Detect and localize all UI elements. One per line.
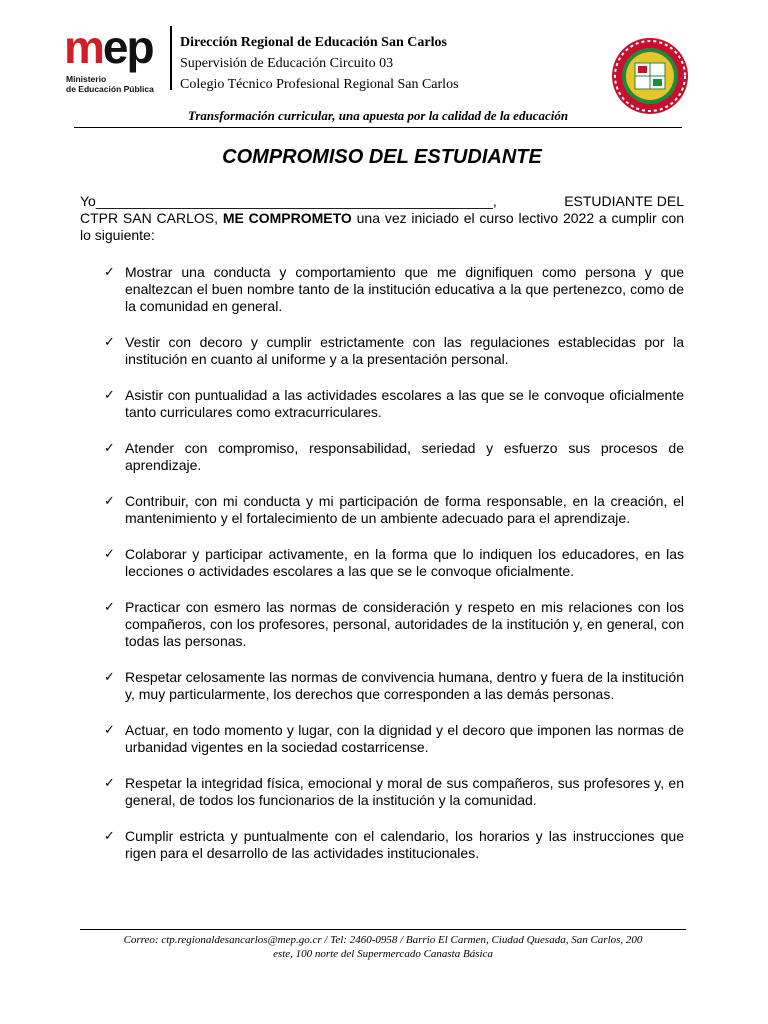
list-item-text: Cumplir estricta y puntualmente con el calendario, los horarios y las instrucciones que rigen para el desarrollo de las actividades institucionales.	[125, 828, 684, 861]
list-item	[104, 546, 684, 580]
checkmark-icon: ✓	[104, 600, 115, 615]
header-line-1: Dirección Regional de Educación San Carlos	[180, 35, 447, 50]
tagline: Transformación curricular, una apuesta por la calidad de la educación	[187, 108, 569, 123]
checkmark-icon: ✓	[104, 441, 115, 456]
list-item-text: Atender con compromiso, responsabilidad, seriedad y esfuerzo sus procesos de aprendizaje.	[125, 440, 684, 473]
header-divider	[170, 26, 172, 90]
list-item	[104, 264, 684, 315]
intro-paragraph: Yo___________________________________________________, ESTUDIANTE DEL CTPR SAN CARLOS, ME COMPROMETO una vez iniciado el curso lectivo 2022 a cumplir con lo siguiente:	[80, 193, 685, 243]
list-item-text: Mostrar una conducta y comportamiento que me dignifiquen como persona y que enaltezcan el buen nombre tanto de la institución educativa a la que pertenezco, como de la comunidad en general.	[125, 264, 684, 314]
header-text	[180, 32, 459, 95]
checkmark-icon: ✓	[104, 723, 115, 738]
commitment-list	[104, 264, 684, 862]
list-item	[104, 828, 684, 862]
checkmark-icon: ✓	[104, 388, 115, 403]
list-item	[104, 599, 684, 650]
list-item-text: Respetar la integridad física, emocional y moral de sus compañeros, sus profesores y, en general, de todos los funcionarios de la institución y la comunidad.	[125, 775, 684, 808]
footer-contact: Correo: ctp.regionaldesancarlos@mep.go.cr / Tel: 2460-0958 / Barrio El Carmen, Ciudad Quesada, San Carlos, 200 este, 100 norte del Supermercado Canasta Básica	[123, 934, 643, 960]
checkmark-icon: ✓	[104, 265, 115, 280]
list-item	[104, 440, 684, 474]
list-item	[104, 775, 684, 809]
header-rule	[74, 127, 682, 128]
list-item	[104, 334, 684, 368]
list-item	[104, 722, 684, 756]
list-item-text: Contribuir, con mi conducta y mi participación de forma responsable, en la creación, el mantenimiento y el fortalecimiento de un ambiente adecuado para el aprendizaje.	[125, 493, 684, 526]
list-item-text: Vestir con decoro y cumplir estrictamente con las regulaciones establecidas por la institución en cuanto al uniforme y a la presentación personal.	[125, 334, 684, 367]
header-line-3: Colegio Técnico Profesional Regional San Carlos	[180, 77, 459, 92]
footer-rule	[80, 929, 686, 930]
list-item-text: Asistir con puntualidad a las actividades escolares a las que se le convoque oficialmente tanto curriculares como extracurriculares.	[125, 387, 684, 420]
checkmark-icon: ✓	[104, 335, 115, 350]
header-line-2: Supervisión de Educación Circuito 03	[180, 56, 394, 71]
list-item	[104, 387, 684, 421]
list-item	[104, 493, 684, 527]
list-item	[104, 669, 684, 703]
list-item-text: Colaborar y participar activamente, en la forma que lo indiquen los educadores, en las lecciones o actividades escolares a las que se le convoque oficialmente.	[125, 546, 684, 579]
list-item-text: Practicar con esmero las normas de consideración y respeto en mis relaciones con los compañeros, con los profesores, personal, autoridades de la institución y, en general, con todas las personas.	[125, 599, 684, 649]
name-blank: Yo___________________________________________________,	[80, 193, 497, 209]
checkmark-icon: ✓	[104, 776, 115, 791]
letterhead	[64, 22, 688, 102]
mep-logo-subtitle: Ministerio de Educación Pública	[66, 74, 154, 94]
list-item-text: Actuar, en todo momento y lugar, con la dignidad y el decoro que imponen las normas de urbanidad vigentes en la sociedad costarricense.	[125, 722, 684, 755]
checkmark-icon: ✓	[104, 829, 115, 844]
checkmark-icon: ✓	[104, 670, 115, 685]
list-item-text: Respetar celosamente las normas de convivencia humana, dentro y fuera de la institución y, muy particularmente, los derechos que corresponden a las demás personas.	[125, 669, 684, 702]
mep-logo: mep Ministerio de Educación Pública	[64, 21, 154, 94]
school-seal-icon	[610, 36, 690, 116]
checkmark-icon: ✓	[104, 547, 115, 562]
checkmark-icon: ✓	[104, 494, 115, 509]
document-title: COMPROMISO DEL ESTUDIANTE	[222, 146, 542, 168]
